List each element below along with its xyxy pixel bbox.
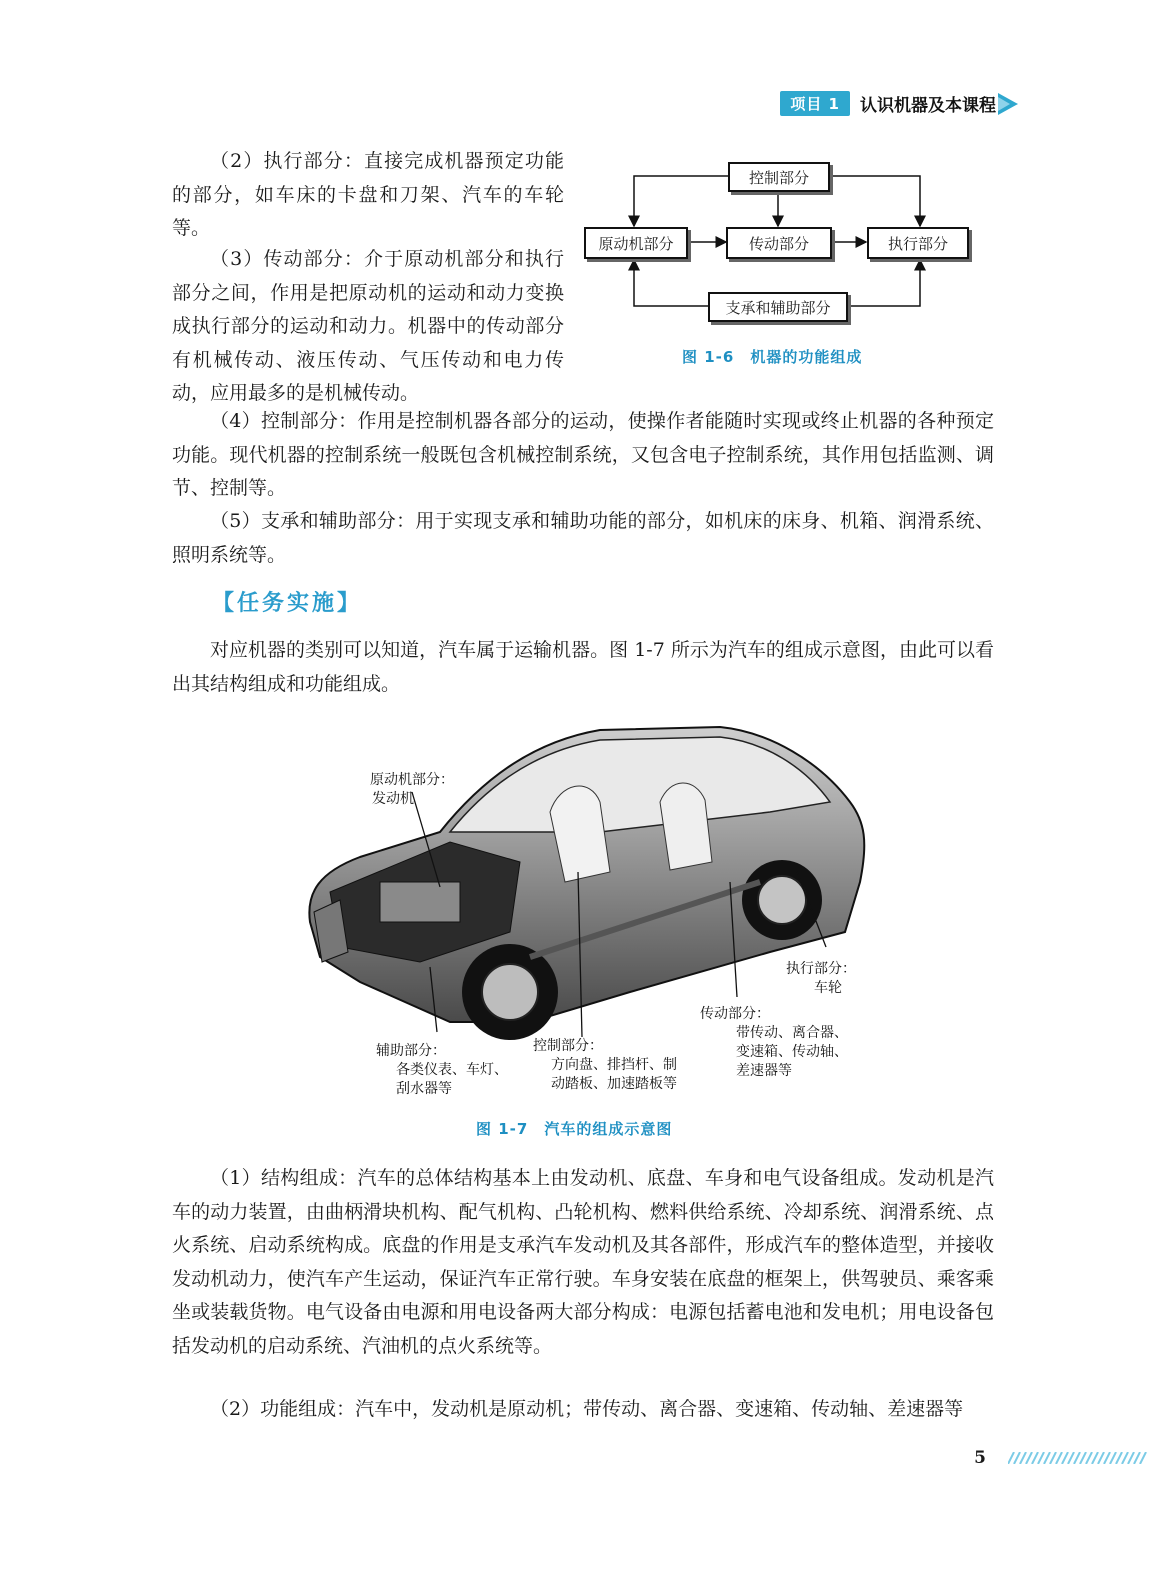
paragraph-function: （2）功能组成：汽车中，发动机是原动机；带传动、离合器、变速箱、传动轴、差速器等 <box>210 1398 964 1420</box>
page-number: 5 <box>974 1448 986 1468</box>
paragraph-support: （5）支承和辅助部分：用于实现支承和辅助功能的部分，如机床的床身、机箱、润滑系统、照明系统等。 <box>172 510 994 566</box>
label-transmission-line3: 差速器等 <box>736 1063 792 1079</box>
label-execution-item: 车轮 <box>814 980 842 996</box>
box-execution: 执行部分 <box>867 227 969 259</box>
paragraph-control: （4）控制部分：作用是控制机器各部分的运动，使操作者能随时实现或终止机器的各种预定功能。现代机器的控制系统一般既包含机械控制系统，又包含电子控制系统，其作用包括监测、调节、控制等。 <box>172 410 994 499</box>
label-auxiliary <box>376 1042 508 1099</box>
label-auxiliary-line2: 刮水器等 <box>396 1081 452 1097</box>
label-control <box>533 1037 677 1094</box>
label-control-line2: 动踏板、加速踏板等 <box>551 1076 677 1092</box>
paragraph-structure: （1）结构组成：汽车的总体结构基本上由发动机、底盘、车身和电气设备组成。发动机是汽车的动力装置，由曲柄滑块机构、配气机构、凸轮机构、燃料供给系统、冷却系统、润滑系统、点火系统、启动系统构成。底盘的作用是支承汽车发动机及其各部件，形成汽车的整体造型，并接收发动机动力，使汽车产生运动，保证汽车正常行驶。车身安装在底盘的框架上，供驾驶员、乘客乘坐或装载货物。电气设备由电源和用电设备两大部分构成：电源包括蓄电池和发电机；用电设备包括发动机的启动系统、汽油机的点火系统等。 <box>172 1167 994 1357</box>
figure-caption-1-6: 图 1-6 机器的功能组成 <box>682 348 863 366</box>
label-transmission <box>700 1005 848 1081</box>
box-transmission: 传动部分 <box>726 227 832 259</box>
footer-hatch-decoration <box>1008 1452 1148 1464</box>
label-control-title: 控制部分： <box>533 1038 603 1054</box>
label-execution <box>786 960 856 998</box>
label-transmission-line2: 变速箱、传动轴、 <box>736 1044 848 1060</box>
label-execution-title: 执行部分： <box>786 961 856 977</box>
label-prime-mover <box>370 771 454 809</box>
label-prime-mover-item: 发动机 <box>372 791 414 807</box>
function-diagram <box>580 150 1000 340</box>
chapter-title: 认识机器及本课程 <box>860 95 996 116</box>
box-control: 控制部分 <box>728 162 830 192</box>
paragraph-intro: 对应机器的类别可以知道，汽车属于运输机器。图 1-7 所示为汽车的组成示意图，由此可以看出其结构组成和功能组成。 <box>172 639 994 695</box>
label-prime-mover-title: 原动机部分： <box>370 772 454 788</box>
paragraph-execution: （2）执行部分：直接完成机器预定功能的部分，如车床的卡盘和刀架、汽车的车轮等。 <box>172 150 564 239</box>
label-transmission-line1: 带传动、离合器、 <box>736 1025 848 1041</box>
header-arrow-icon <box>998 93 1018 115</box>
running-header <box>780 90 996 116</box>
label-auxiliary-title: 辅助部分： <box>376 1043 446 1059</box>
chapter-badge: 项目 1 <box>780 91 850 116</box>
box-support: 支承和辅助部分 <box>708 292 848 322</box>
label-auxiliary-line1: 各类仪表、车灯、 <box>396 1062 508 1078</box>
paragraph-transmission: （3）传动部分：介于原动机部分和执行部分之间，作用是把原动机的运动和动力变换成执行部分的运动和动力。机器中的传动部分有机械传动、液压传动、气压传动和电力传动，应用最多的是机械传动。 <box>172 248 564 404</box>
section-title: 【任务实施】 <box>212 591 363 616</box>
box-prime-mover: 原动机部分 <box>584 227 688 259</box>
figure-caption-1-7: 图 1-7 汽车的组成示意图 <box>476 1120 673 1138</box>
label-transmission-title: 传动部分： <box>700 1006 770 1022</box>
label-control-line1: 方向盘、排挡杆、制 <box>551 1057 677 1073</box>
